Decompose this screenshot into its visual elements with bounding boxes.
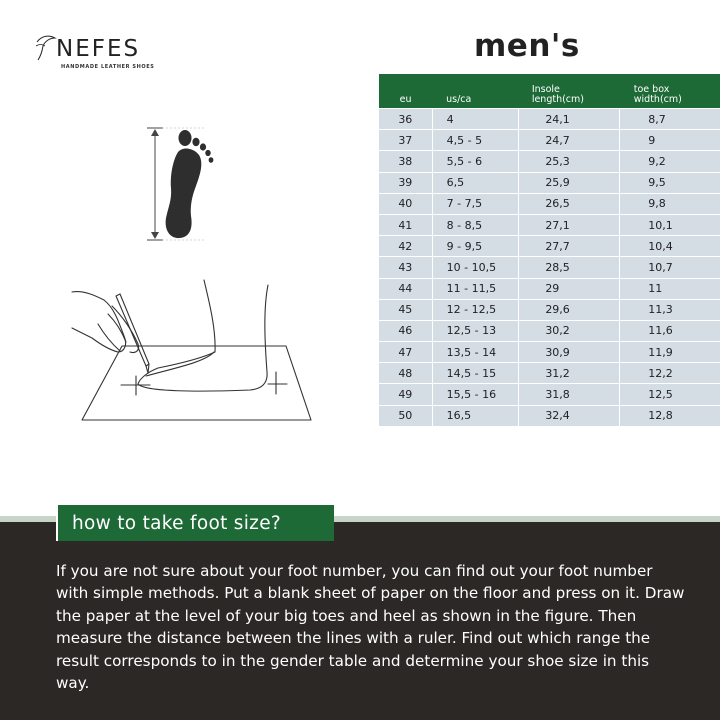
table-row: [379, 236, 720, 257]
table-row: [379, 278, 720, 299]
table-cell: 13,5 - 14: [432, 342, 519, 363]
size-table-body: [379, 109, 720, 426]
footprint-icon: [166, 130, 214, 238]
table-cell: 40: [379, 193, 432, 214]
table-cell: 8,7: [620, 109, 720, 130]
table-row: [379, 320, 720, 341]
table-cell: 7 - 7,5: [432, 193, 519, 214]
table-cell: 48: [379, 363, 432, 384]
table-cell: 47: [379, 342, 432, 363]
table-row: [379, 342, 720, 363]
table-cell: 9: [620, 130, 720, 151]
table-cell: 14,5 - 15: [432, 363, 519, 384]
table-cell: 5,5 - 6: [432, 151, 519, 172]
table-cell: 42: [379, 236, 432, 257]
table-cell: 44: [379, 278, 432, 299]
table-cell: 30,2: [519, 320, 620, 341]
table-cell: 37: [379, 130, 432, 151]
table-cell: 31,8: [519, 384, 620, 405]
foot-tracing-illustration: [72, 280, 311, 420]
table-cell: 25,9: [519, 172, 620, 193]
column-header-toe-box-width: toe box width(cm): [620, 74, 720, 109]
brand-tagline: HANDMADE LEATHER SHOES: [61, 64, 155, 70]
table-cell: 39: [379, 172, 432, 193]
table-cell: 4,5 - 5: [432, 130, 519, 151]
table-cell: 10,7: [620, 257, 720, 278]
table-cell: 8 - 8,5: [432, 214, 519, 235]
brand-name: NEFES: [56, 36, 141, 62]
table-row: [379, 405, 720, 426]
table-cell: 43: [379, 257, 432, 278]
table-row: [379, 214, 720, 235]
table-cell: 12,8: [620, 405, 720, 426]
table-cell: 9 - 9,5: [432, 236, 519, 257]
table-row: [379, 130, 720, 151]
table-cell: 10 - 10,5: [432, 257, 519, 278]
table-cell: 9,8: [620, 193, 720, 214]
table-cell: 9,5: [620, 172, 720, 193]
table-cell: 12,5: [620, 384, 720, 405]
instructions-heading: how to take foot size?: [56, 503, 334, 541]
table-row: [379, 109, 720, 130]
table-cell: 50: [379, 405, 432, 426]
table-cell: 31,2: [519, 363, 620, 384]
table-header-row: [379, 74, 720, 109]
table-cell: 11,6: [620, 320, 720, 341]
table-cell: 49: [379, 384, 432, 405]
table-row: [379, 172, 720, 193]
table-cell: 9,2: [620, 151, 720, 172]
table-row: [379, 363, 720, 384]
table-row: [379, 384, 720, 405]
table-row: [379, 257, 720, 278]
table-cell: 24,7: [519, 130, 620, 151]
table-cell: 36: [379, 109, 432, 130]
column-header-eu: eu: [379, 74, 432, 109]
table-cell: 38: [379, 151, 432, 172]
table-cell: 28,5: [519, 257, 620, 278]
table-cell: 45: [379, 299, 432, 320]
table-row: [379, 151, 720, 172]
page-title: men's: [474, 28, 580, 64]
table-cell: 12 - 12,5: [432, 299, 519, 320]
table-cell: 24,1: [519, 109, 620, 130]
instructions-text: If you are not sure about your foot number, you can find out your foot number with simple methods. Put a blank sheet of paper on the floor and press on it. Draw the paper at the level of your big toes and heel as shown in the figure. Then measure the distance between the lines with a ruler. Find out which range the result corresponds to in the gender table and determine your shoe size in this way.: [56, 562, 685, 693]
table-cell: 4: [432, 109, 519, 130]
table-cell: 11: [620, 278, 720, 299]
table-cell: 10,4: [620, 236, 720, 257]
table-row: [379, 299, 720, 320]
table-cell: 11,9: [620, 342, 720, 363]
table-cell: 12,2: [620, 363, 720, 384]
measurement-illustration: [0, 0, 370, 440]
table-cell: 11,3: [620, 299, 720, 320]
table-cell: 10,1: [620, 214, 720, 235]
table-row: [379, 193, 720, 214]
table-cell: 11 - 11,5: [432, 278, 519, 299]
table-cell: 46: [379, 320, 432, 341]
table-cell: 30,9: [519, 342, 620, 363]
table-cell: 29,6: [519, 299, 620, 320]
table-cell: 16,5: [432, 405, 519, 426]
table-cell: 27,7: [519, 236, 620, 257]
table-cell: 29: [519, 278, 620, 299]
table-cell: 32,4: [519, 405, 620, 426]
column-header-insole-length: Insole length(cm): [519, 74, 620, 109]
table-cell: 25,3: [519, 151, 620, 172]
table-cell: 6,5: [432, 172, 519, 193]
table-cell: 27,1: [519, 214, 620, 235]
table-cell: 15,5 - 16: [432, 384, 519, 405]
table-cell: 26,5: [519, 193, 620, 214]
column-header-us-ca: us/ca: [432, 74, 519, 109]
table-cell: 12,5 - 13: [432, 320, 519, 341]
table-cell: 41: [379, 214, 432, 235]
size-table: [379, 74, 720, 426]
